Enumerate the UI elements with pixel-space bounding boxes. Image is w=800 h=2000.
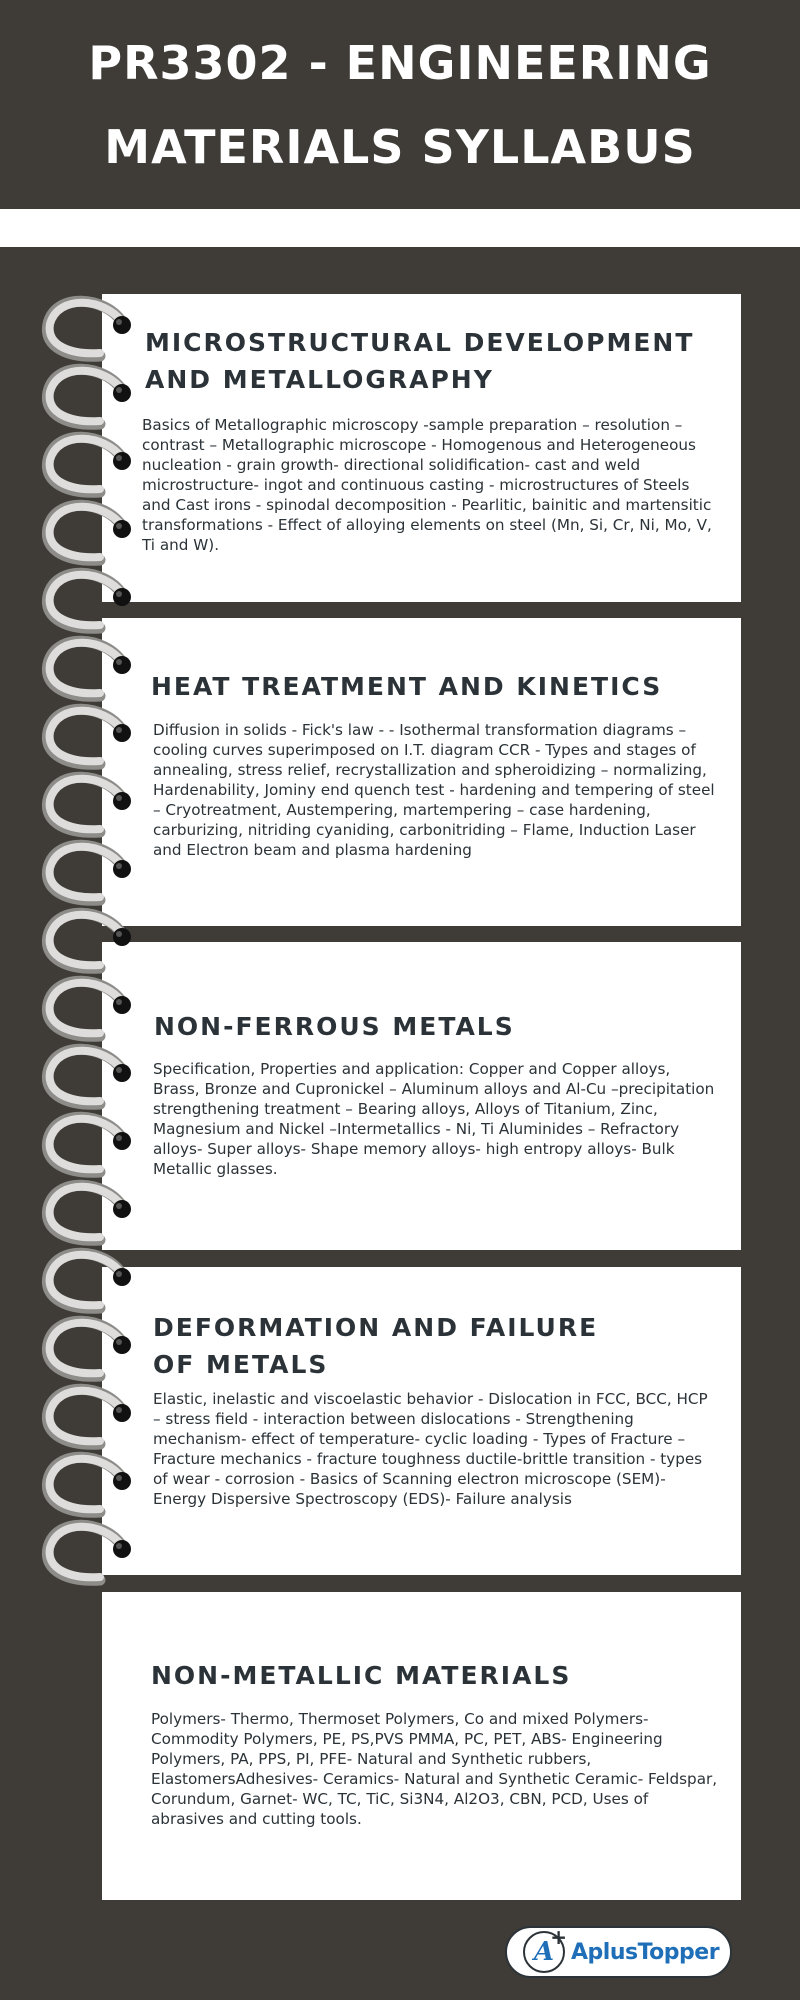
- section-heading-line: NON-METALLIC MATERIALS: [151, 1661, 572, 1690]
- page-title-line-2: MATERIALS SYLLABUS: [104, 119, 696, 174]
- section-heading-line: NON-FERROUS METALS: [154, 1012, 515, 1041]
- section-card-non-metallic: [102, 1592, 741, 1900]
- section-card-non-ferrous: [102, 942, 741, 1250]
- section-body: Polymers- Thermo, Thermoset Polymers, Co and mixed Polymers- Commodity Polymers, PE, PS,PVS PMMA, PC, PET, ABS- Engineering Polymers, PA, PPS, PI, PFE- Natural and Synthetic rubbers, ElastomersAdhesives- Ceramics- Natural and Synthetic Ceramic- Feldspar, Corundum, Garnet- WC, TC, TiC, Si3N4, Al2O3, CBN, PCD, Uses of abrasives and cutting tools.: [151, 1710, 718, 1828]
- section-heading-line: MICROSTRUCTURAL DEVELOPMENT: [145, 328, 695, 357]
- section-heading: [145, 324, 705, 398]
- section-heading-line: HEAT TREATMENT AND KINETICS: [151, 672, 663, 701]
- section-body: Specification, Properties and application: Copper and Copper alloys, Brass, Bronze and Cupronickel – Aluminum alloys and Al-Cu –precipitation strengthening treatment – Bearing alloys, Alloys of Titanium, Zinc, Magnesium and Nickel –Intermetallics - Ni, Ti Aluminides – Refractory alloys- Super alloys- Shape memory alloys- high entropy alloys- Bulk Metallic glasses.: [153, 1060, 715, 1178]
- section-heading-line: AND METALLOGRAPHY: [145, 365, 494, 394]
- aplustopper-logo-icon: [523, 1925, 567, 1973]
- page-title-line-1: PR3302 - ENGINEERING: [88, 35, 712, 90]
- header-divider-band: [0, 209, 800, 247]
- section-heading: [151, 1657, 711, 1694]
- section-heading: [151, 668, 711, 705]
- section-card-heat-treatment: [102, 618, 741, 926]
- section-heading-line: OF METALS: [153, 1350, 329, 1379]
- page-title: [88, 21, 711, 189]
- section-heading: [154, 1008, 714, 1045]
- section-body: Basics of Metallographic microscopy -sample preparation – resolution – contrast – Metallographic microscope - Homogenous and Heterogeneous nucleation - grain growth- directional solidification- cast and weld microstructure- ingot and continuous casting - microstructures of Steels and Cast irons - spinodal decomposition - Pearlitic, bainitic and martensitic transformations - Effect of alloying elements on steel (Mn, Si, Cr, Ni, Mo, V, Ti and W).: [142, 416, 712, 554]
- page-header: [0, 0, 800, 209]
- section-body: Elastic, inelastic and viscoelastic behavior - Dislocation in FCC, BCC, HCP – stress field - interaction between dislocations - Strengthening mechanism- effect of temperature- cyclic loading - Types of Fracture – Fracture mechanics - fracture toughness ductile-brittle transition - types of wear - corrosion - Basics of Scanning electron microscope (SEM)- Energy Dispersive Spectroscopy (EDS)- Failure analysis: [153, 1390, 708, 1508]
- aplustopper-logo: [505, 1926, 732, 1978]
- logo-mark-letter: A: [533, 1937, 555, 1967]
- logo-plus-icon: +: [550, 1925, 567, 1949]
- section-heading-line: DEFORMATION AND FAILURE: [153, 1313, 599, 1342]
- section-card-deformation: [102, 1267, 741, 1575]
- section-heading: [153, 1309, 713, 1383]
- section-body: Diffusion in solids - Fick's law - - Isothermal transformation diagrams – cooling curves superimposed on I.T. diagram CCR - Types and stages of annealing, stress relief, recrystallization and spheroidizing – normalizing, Hardenability, Jominy end quench test - hardening and tempering of steel – Cryotreatment, Austempering, martempering – case hardening, carburizing, nitriding cyaniding, carbonitriding – Flame, Induction Laser and Electron beam and plasma hardening: [153, 721, 715, 859]
- logo-brand-text: AplusTopper: [571, 1939, 720, 1965]
- section-card-microstructural: [102, 294, 741, 602]
